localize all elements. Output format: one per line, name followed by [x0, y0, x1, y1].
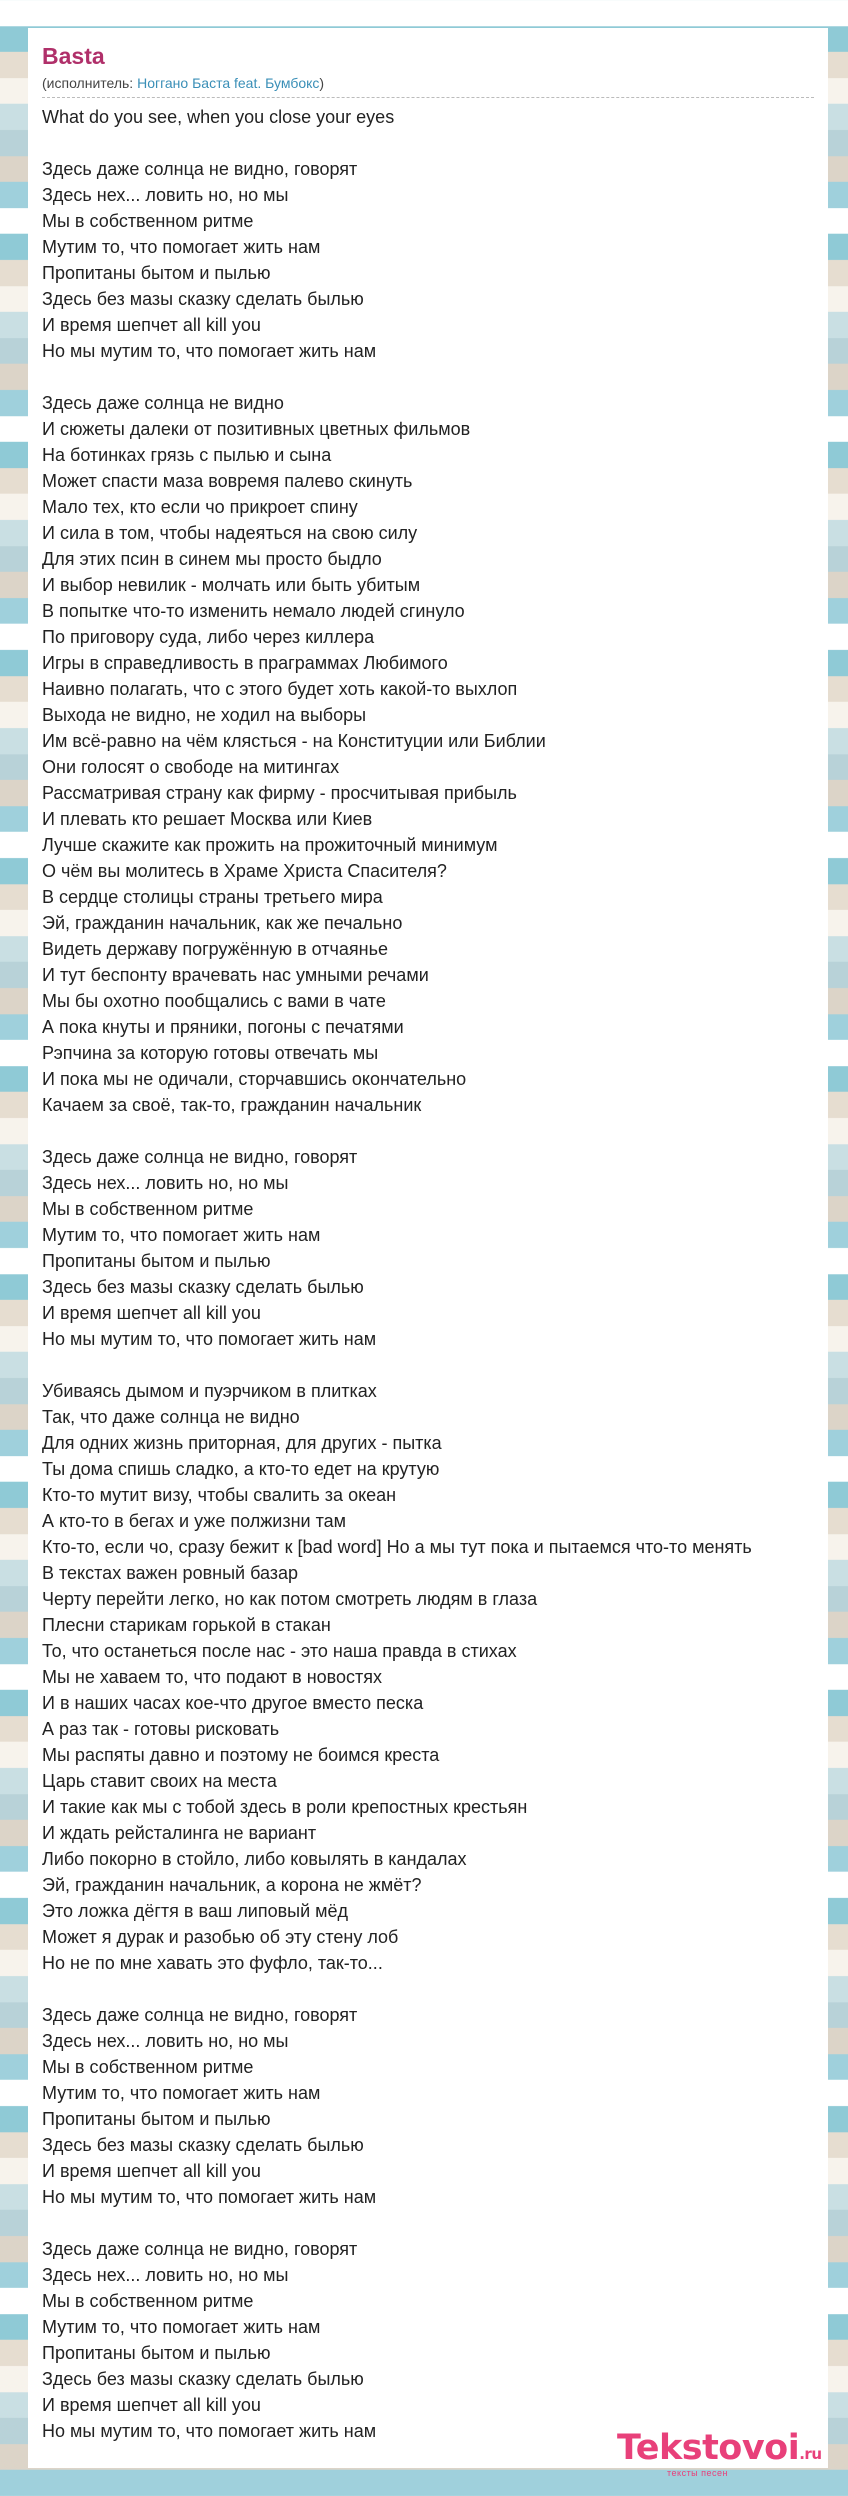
lyric-line: Видеть державу погружённую в отчаянье: [42, 939, 388, 959]
lyric-line: Качаем за своё, так-то, гражданин начальник: [42, 1095, 422, 1115]
intro-stanza: [42, 104, 848, 130]
stanza: [42, 1144, 848, 1352]
lyric-line: Для одних жизнь приторная, для других - пытка: [42, 1433, 442, 1453]
lyric-line: На ботинках грязь с пылью и сына: [42, 445, 332, 465]
lyric-line: И время шепчет all kill you: [42, 315, 261, 335]
lyric-line: Но мы мутим то, что помогает жить нам: [42, 1329, 377, 1349]
artist-link[interactable]: Ноггано Баста feat. Бумбокс: [137, 75, 320, 91]
lyric-line: Мутим то, что помогает жить нам: [42, 1225, 321, 1245]
lyric-line: О чём вы молитесь в Храме Христа Спасителя?: [42, 861, 447, 881]
lyric-line: Мутим то, что помогает жить нам: [42, 237, 321, 257]
stanza: [42, 2236, 848, 2444]
lyric-line: Здесь нех... ловить но, но мы: [42, 1173, 289, 1193]
lyric-line: Пропитаны бытом и пылью: [42, 2109, 271, 2129]
lyric-line: Выхода не видно, не ходил на выборы: [42, 705, 367, 725]
lyric-line: В текстах важен ровный базар: [42, 1563, 299, 1583]
lyric-line: То, что останеться после нас - это наша правда в стихах: [42, 1641, 517, 1661]
lyric-line: И время шепчет all kill you: [42, 1303, 261, 1323]
lyric-line: Здесь даже солнца не видно, говорят: [42, 1147, 358, 1167]
lyric-line: Но мы мутим то, что помогает жить нам: [42, 2421, 377, 2441]
lyric-line: И тут беспонту врачевать нас умными речами: [42, 965, 429, 985]
lyric-line: Здесь без мазы сказку сделать былью: [42, 289, 364, 309]
stanza: [42, 390, 848, 1118]
stanza: [42, 1378, 848, 1976]
lyric-line: И выбор невилик - молчать или быть убитым: [42, 575, 421, 595]
lyric-line: Но не по мне хавать это фуфло, так-то...: [42, 1953, 383, 1973]
lyric-line: Пропитаны бытом и пылью: [42, 1251, 271, 1271]
lyric-line: Здесь без мазы сказку сделать былью: [42, 2369, 364, 2389]
header: [42, 42, 814, 92]
logo-tagline: тексты песен: [667, 2468, 729, 2478]
lyric-line: Им всё-равно на чём клясться - на Конституции или Библии: [42, 731, 546, 751]
lyric-line: Наивно полагать, что с этого будет хоть какой-то выхлоп: [42, 679, 518, 699]
lyric-line: И плевать кто решает Москва или Киев: [42, 809, 373, 829]
lyric-line: Мы не хаваем то, что подают в новостях: [42, 1667, 383, 1687]
lyric-line: Мы в собственном ритме: [42, 211, 254, 231]
lyric-line: Мы распяты давно и поэтому не боимся креста: [42, 1745, 440, 1765]
lyric-line: Здесь даже солнца не видно, говорят: [42, 2239, 358, 2259]
lyric-line: В попытке что-то изменить немало людей сгинуло: [42, 601, 465, 621]
lyrics-text: [42, 104, 848, 2470]
lyric-line: Но мы мутим то, что помогает жить нам: [42, 341, 377, 361]
lyric-line: Кто-то, если чо, сразу бежит к [bad word] Но а мы тут пока и пытаемся что-то менять: [42, 1537, 752, 1557]
artist-suffix: ): [319, 75, 325, 91]
lyric-line: Здесь нех... ловить но, но мы: [42, 2265, 289, 2285]
lyric-line: Мутим то, что помогает жить нам: [42, 2083, 321, 2103]
lyric-line: Лучше скажите как прожить на прожиточный минимум: [42, 835, 498, 855]
lyric-line: А кто-то в бегах и уже полжизни там: [42, 1511, 346, 1531]
lyric-line: Убиваясь дымом и пуэрчиком в плитках: [42, 1381, 377, 1401]
lyric-line: И пока мы не одичали, сторчавшись окончательно: [42, 1069, 467, 1089]
lyric-line: Они голосят о свободе на митингах: [42, 757, 340, 777]
header-divider: [42, 97, 814, 98]
lyric-line: Плесни старикам горькой в стакан: [42, 1615, 331, 1635]
lyric-line: И такие как мы с тобой здесь в роли крепостных крестьян: [42, 1797, 528, 1817]
lyric-line: Мы в собственном ритме: [42, 1199, 254, 1219]
lyric-line: Но мы мутим то, что помогает жить нам: [42, 2187, 377, 2207]
lyric-line: Так, что даже солнца не видно: [42, 1407, 300, 1427]
lyric-line: Черту перейти легко, но как потом смотреть людям в глаза: [42, 1589, 538, 1609]
stanza: [42, 156, 848, 364]
lyric-line: Мы в собственном ритме: [42, 2057, 254, 2077]
lyric-line: Мы в собственном ритме: [42, 2291, 254, 2311]
lyric-line: Эй, гражданин начальник, а корона не жмёт?: [42, 1875, 422, 1895]
lyric-line: По приговору суда, либо через киллера: [42, 627, 375, 647]
lyric-line: Может спасти маза вовремя палево скинуть: [42, 471, 413, 491]
stanza: [42, 2002, 848, 2210]
song-title: Basta: [42, 43, 105, 69]
lyric-line: Мало тех, кто если чо прикроет спину: [42, 497, 358, 517]
lyric-line: Эй, гражданин начальник, как же печально: [42, 913, 403, 933]
lyric-line: Мутим то, что помогает жить нам: [42, 2317, 321, 2337]
lyric-line: Здесь нех... ловить но, но мы: [42, 185, 289, 205]
lyric-line: И сюжеты далеки от позитивных цветных фильмов: [42, 419, 471, 439]
artist-prefix: (исполнитель:: [42, 75, 138, 91]
lyric-line: Может я дурак и разобью об эту стену лоб: [42, 1927, 399, 1947]
lyric-line: Кто-то мутит визу, чтобы свалить за океан: [42, 1485, 397, 1505]
lyric-line: А раз так - готовы рисковать: [42, 1719, 280, 1739]
lyric-line: Пропитаны бытом и пылью: [42, 2343, 271, 2363]
lyric-line: Здесь даже солнца не видно, говорят: [42, 159, 358, 179]
lyric-line: Это ложка дёгтя в ваш липовый мёд: [42, 1901, 349, 1921]
lyric-line: И ждать рейсталинга не вариант: [42, 1823, 317, 1843]
lyric-line: И время шепчет all kill you: [42, 2161, 261, 2181]
lyric-line: Ты дома спишь сладко, а кто-то едет на крутую: [42, 1459, 440, 1479]
lyrics-card: [28, 28, 828, 2468]
lyric-line: Здесь нех... ловить но, но мы: [42, 2031, 289, 2051]
logo-tld: .ru: [799, 2445, 822, 2463]
lyric-line: И время шепчет all kill you: [42, 2395, 261, 2415]
lyric-line: Для этих псин в синем мы просто быдло: [42, 549, 382, 569]
lyric-line: What do you see, when you close your eyes: [42, 107, 395, 127]
lyric-line: И в наших часах кое-что другое вместо песка: [42, 1693, 424, 1713]
lyric-line: Царь ставит своих на места: [42, 1771, 277, 1791]
lyric-line: Рассматривая страну как фирму - просчитывая прибыль: [42, 783, 517, 803]
lyric-line: Игры в справедливость в праграммах Любимого: [42, 653, 448, 673]
logo-name: Tekstovoi: [617, 2428, 800, 2468]
lyric-line: Либо покорно в стойло, либо ковылять в кандалах: [42, 1849, 467, 1869]
lyric-line: Пропитаны бытом и пылью: [42, 263, 271, 283]
lyric-line: Здесь даже солнца не видно: [42, 393, 284, 413]
lyric-line: Рэпчина за которую готовы отвечать мы: [42, 1043, 379, 1063]
lyric-line: Здесь без мазы сказку сделать былью: [42, 1277, 364, 1297]
lyric-line: И сила в том, чтобы надеяться на свою силу: [42, 523, 418, 543]
artist-line: [42, 74, 814, 92]
tekstovoi-logo[interactable]: [617, 2428, 831, 2484]
lyric-line: А пока кнуты и пряники, погоны с печатями: [42, 1017, 404, 1037]
lyric-line: В сердце столицы страны третьего мира: [42, 887, 383, 907]
lyric-line: Здесь даже солнца не видно, говорят: [42, 2005, 358, 2025]
lyric-line: Мы бы охотно пообщались с вами в чате: [42, 991, 386, 1011]
lyric-line: Здесь без мазы сказку сделать былью: [42, 2135, 364, 2155]
